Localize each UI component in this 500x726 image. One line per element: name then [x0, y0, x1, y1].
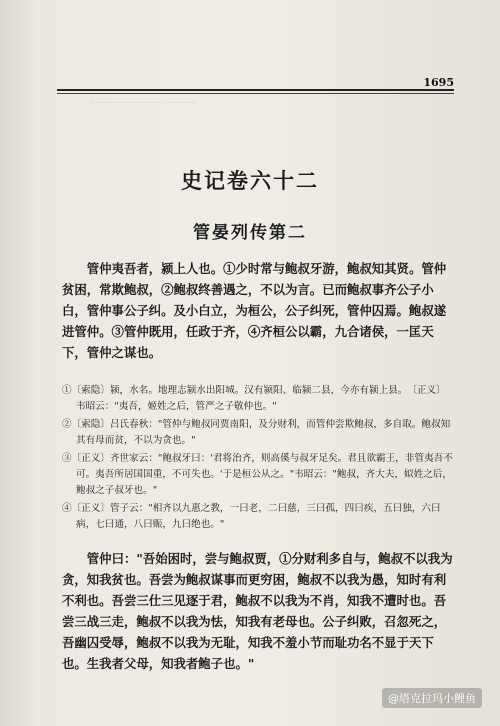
annotation-2: ②〔索隐〕吕氏春秋："管仲与鲍叔同贾南阳，及分财利，而管仲尝欺鲍叔，多自取。鲍叔知其有母而贫，不以为贪也。": [62, 419, 451, 446]
paragraph-text: 管仲曰："吾始困时，尝与鲍叔贾，①分财利多自与，鲍叔不以我为贪，知我贫也。吾尝为鲍叔谋事而更穷困，鲍叔不以我为愚，知时有利不利也。吾尝三仕三见逐于君，鲍叔不以我为不肖，知我不遭时也。吾尝三战三走，鲍叔不以我为怯，知我有老母也。公子纠败，召忽死之，吾幽囚受辱，鲍叔不以我为无耻，知我不羞小节而耻功名不显于天下也。生我者父母，知我者鲍子也。": [62, 551, 453, 671]
chapter-title: 管晏列传第二: [193, 223, 307, 243]
page-number: 1695: [423, 76, 454, 89]
paragraph-text: 管仲夷吾者，颍上人也。①少时常与鲍叔牙游，鲍叔知其贤。管仲贫困，常欺鲍叔，②鲍叔终善遇之，不以为言。已而鲍叔事齐公子小白，管仲事公子纠。及小白立，为桓公，公子纠死，管仲囚焉。鲍叔遂进管仲。③管仲既用，任政于齐，④齐桓公以霸，九合诸侯，一匡天下，管仲之谋也。: [62, 261, 447, 360]
annotations: [62, 383, 454, 535]
annotation-1: ①〔索隐〕颍，水名。地理志颍水出阳城。汉有颍阳、临颍二县，今亦有颍上县。 〔正义〕韦昭云："夷吾，姬姓之后，管严之子敬仲也。": [62, 385, 446, 412]
bleed-through-text: ………………………………: [90, 96, 198, 105]
annotation-4: ④〔正义〕管子云："相齐以九惠之教，一曰老，二曰慈，三曰孤，四曰疾，五曰独，六曰病，七曰通，八曰赈，九曰绝也。": [62, 503, 441, 530]
main-text-paragraph-2: [62, 548, 454, 674]
watermark-label: @塔克拉玛小鲤鱼: [382, 688, 482, 708]
main-text-paragraph-1: [62, 258, 454, 363]
header-rule: [57, 89, 454, 91]
annotation-3: ③〔正义〕齐世家云："鲍叔牙曰：'君将治齐，则高傒与叔牙足矣。君且欲霸王，非管夷吾不可。夷吾所居国国重，不可失也。'于是桓公从之。"韦昭云："鲍叔，齐大夫，姒姓之后，鲍叔之子叔牙也。": [62, 453, 453, 496]
header-rule-thin: [57, 93, 454, 94]
volume-title: 史记卷六十二: [181, 168, 319, 193]
